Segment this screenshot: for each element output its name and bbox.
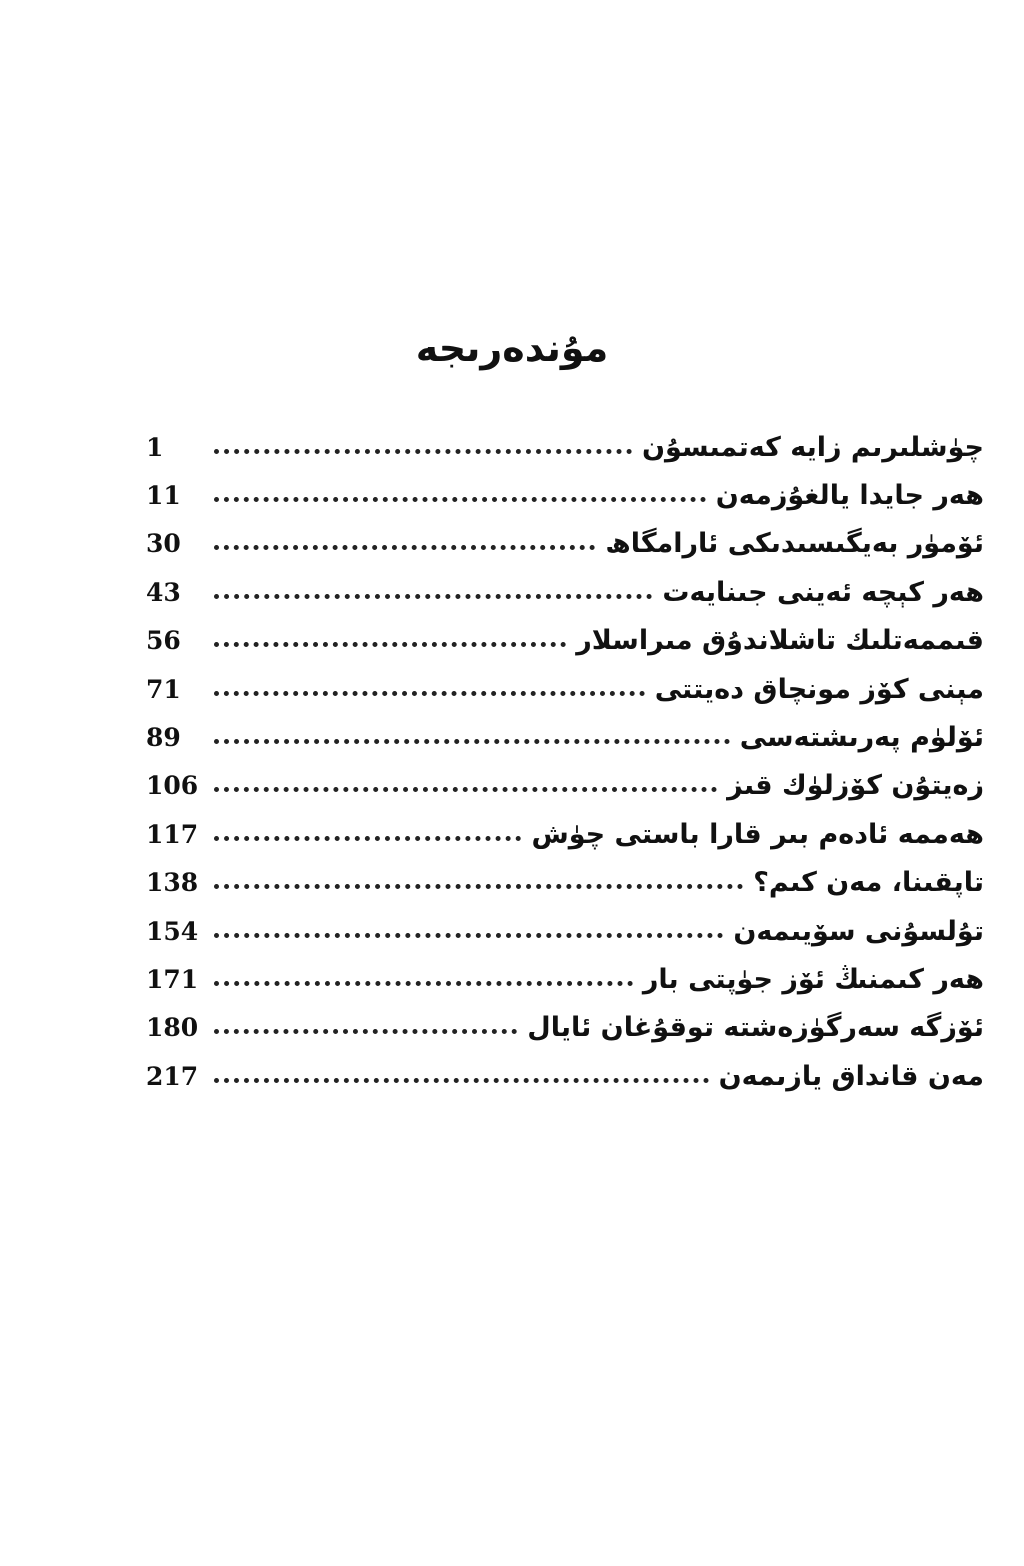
toc-page-number: 30 xyxy=(146,529,181,559)
toc-entry xyxy=(146,762,984,810)
toc-page-number: 180 xyxy=(146,1013,199,1043)
dot-leader xyxy=(214,884,743,889)
toc-entry-title: تاپقىنا، مەن كىم؟ xyxy=(753,867,984,899)
table-of-contents xyxy=(146,423,984,1100)
dot-leader xyxy=(214,594,652,599)
toc-entry xyxy=(146,471,984,519)
toc-entry-title: چۈشلىرىم زايە كەتمىسۇن xyxy=(642,431,984,463)
toc-entry-title: ئۆلۈم پەرىشتەسى xyxy=(739,722,984,754)
toc-page-number: 11 xyxy=(146,481,181,511)
toc-page-number: 1 xyxy=(146,432,164,462)
toc-page-number: 171 xyxy=(146,964,199,994)
toc-entry xyxy=(146,617,984,665)
toc-entry xyxy=(146,955,984,1003)
dot-leader xyxy=(214,981,633,986)
toc-entry-title: ھەر كېچە ئەينى جىنايەت xyxy=(662,576,984,608)
dot-leader xyxy=(214,1029,517,1034)
page-title: مۇندەرىجە xyxy=(415,326,609,370)
toc-page-number: 106 xyxy=(146,771,199,801)
dot-leader xyxy=(214,691,645,696)
toc-entry xyxy=(146,423,984,471)
toc-page-number: 138 xyxy=(146,868,199,898)
toc-page-number: 56 xyxy=(146,626,181,656)
toc-entry-title: ئۆمۈر بەيگىسىدىكى ئارامگاھ xyxy=(605,528,984,560)
toc-page-number: 43 xyxy=(146,577,181,607)
toc-entry xyxy=(146,859,984,907)
toc-entry-title: مېنى كۆز مونچاق دەيتتى xyxy=(654,673,984,705)
dot-leader xyxy=(214,836,521,841)
toc-entry-title: ھەر جايدا يالغۇزمەن xyxy=(715,480,984,512)
toc-entry-title: قىممەتلىك تاشلاندۇق مىراسلار xyxy=(576,625,984,657)
toc-entry xyxy=(146,568,984,616)
toc-page-number: 217 xyxy=(146,1061,199,1091)
dot-leader xyxy=(214,497,706,502)
toc-entry xyxy=(146,810,984,858)
toc-page-number: 71 xyxy=(146,674,181,704)
toc-page-number: 117 xyxy=(146,819,199,849)
toc-entry-title: ئۆزگە سەرگۈزەشتە توقۇغان ئايال xyxy=(527,1012,984,1044)
dot-leader xyxy=(214,739,730,744)
toc-entry xyxy=(146,713,984,761)
toc-entry xyxy=(146,665,984,713)
toc-page-number: 89 xyxy=(146,723,181,753)
toc-entry-title: ھەر كىمنىڭ ئۆز جۈپتى بار xyxy=(642,963,984,995)
dot-leader xyxy=(214,933,723,938)
toc-entry xyxy=(146,907,984,955)
dot-leader xyxy=(214,1078,709,1083)
dot-leader xyxy=(214,787,717,792)
toc-entry-title: تۇلسۇنى سۆيىمەن xyxy=(733,915,984,947)
toc-page-number: 154 xyxy=(146,916,199,946)
toc-entry-title: زەيتۇن كۆزلۈك قىز xyxy=(727,770,984,802)
toc-entry xyxy=(146,1004,984,1052)
toc-entry-title: ھەممە ئادەم بىر قارا باستى چۈش xyxy=(531,818,984,850)
toc-entry xyxy=(146,1052,984,1100)
toc-entry xyxy=(146,520,984,568)
dot-leader xyxy=(214,545,595,550)
toc-entry-title: مەن قانداق يازىمەن xyxy=(718,1060,984,1092)
dot-leader xyxy=(214,449,632,454)
dot-leader xyxy=(214,642,566,647)
